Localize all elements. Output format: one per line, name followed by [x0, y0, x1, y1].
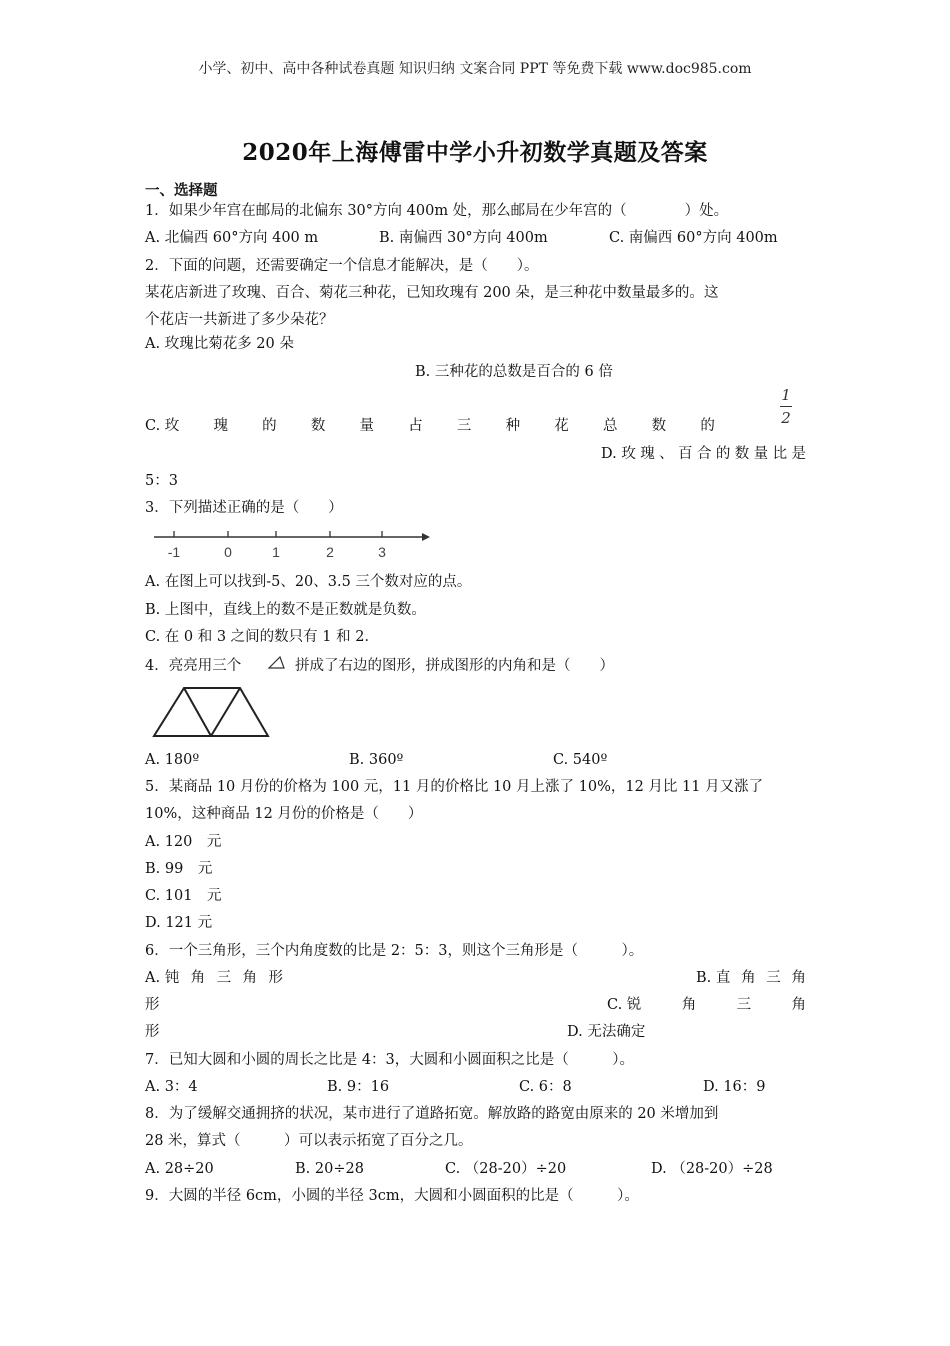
question-8-line-1: 8．为了缓解交通拥挤的状况，某市进行了道路拓宽。解放路的路宽由原来的 20 米增加到: [145, 1106, 719, 1122]
question-1-option-c: C. 南偏西 60°方向 400m: [609, 230, 778, 246]
question-2-option-a: A. 玫瑰比菊花多 20 朵: [145, 336, 294, 352]
question-5-line-1: 5．某商品 10 月份的价格为 100 元，11 月的价格比 10 月上涨了 10%，12 月比 11 月又涨了: [145, 779, 764, 795]
question-8-option-a: A. 28÷20: [145, 1161, 214, 1177]
question-2-line-2: 个花店一共新进了多少朵花？: [145, 312, 334, 328]
question-1-option-a: A. 北偏西 60°方向 400 m: [145, 230, 319, 246]
section-heading: 一、选择题: [145, 182, 218, 199]
question-6-option-c-end: 形: [145, 1024, 160, 1040]
tick-label: -1: [167, 544, 181, 560]
tick-label: 1: [272, 544, 280, 560]
question-4-stem-start: 4．亮亮用三个: [145, 658, 242, 674]
question-6-option-a: A. 钝 角 三 角 形: [145, 970, 283, 986]
question-2-line-1: 某花店新进了玫瑰、百合、菊花三种花，已知玫瑰有 200 朵，是三种花中数量最多的。这: [145, 285, 719, 301]
question-6-stem: 6．一个三角形，三个内角度数的比是 2：5：3，则这个三角形是（ ）。: [145, 943, 644, 959]
question-7-stem: 7．已知大圆和小圆的周长之比是 4：3，大圆和小圆面积之比是（ ）。: [145, 1052, 635, 1068]
question-6-option-d: D. 无法确定: [567, 1024, 646, 1040]
number-line-arrow-icon: [422, 533, 430, 541]
page-title: 2020年上海傅雷中学小升初数学真题及答案: [242, 139, 708, 166]
trapezoid-outline: [154, 688, 268, 736]
question-7-option-b: B. 9：16: [327, 1079, 390, 1095]
question-5-line-2: 10%，这种商品 12 月份的价格是（ ）: [145, 806, 423, 822]
fraction-numerator: 1: [781, 386, 791, 404]
trapezoid-inner-line: [184, 688, 211, 736]
question-6-option-b: B. 直 角 三 角: [696, 970, 806, 986]
question-3-stem: 3．下列描述正确的是（ ）: [145, 500, 343, 516]
question-4-stem-end: 拼成了右边的图形，拼成图形的内角和是（ ）: [295, 658, 614, 674]
question-1-stem: 1．如果少年宫在邮局的北偏东 30°方向 400m 处，那么邮局在少年宫的（ ）处。: [145, 203, 729, 219]
fraction-bar: [780, 406, 792, 407]
question-2-option-b: B. 三种花的总数是百合的 6 倍: [415, 364, 613, 380]
question-8-option-d: D. （28-20）÷28: [651, 1161, 773, 1177]
question-7-option-d: D. 16：9: [703, 1079, 766, 1095]
question-3-option-c: C. 在 0 和 3 之间的数只有 1 和 2．: [145, 629, 379, 645]
question-7-option-a: A. 3：4: [145, 1079, 198, 1095]
small-triangle-icon: [267, 655, 287, 671]
trapezoid-inner-line: [211, 688, 240, 736]
tick-label: 2: [326, 544, 334, 560]
trapezoid-figure: [150, 684, 272, 740]
question-5-option-c: C. 101 元: [145, 888, 222, 904]
question-3-option-b: B. 上图中，直线上的数不是正数就是负数。: [145, 602, 426, 618]
question-4-option-c: C. 540º: [553, 752, 608, 768]
fraction-one-half: [776, 386, 796, 427]
question-7-option-c: C. 6：8: [519, 1079, 572, 1095]
tick-label: 0: [224, 544, 232, 560]
question-4-option-a: A. 180º: [145, 752, 200, 768]
question-3-option-a: A. 在图上可以找到-5、20、3.5 三个数对应的点。: [145, 574, 472, 590]
page-header: 小学、初中、高中各种试卷真题 知识归纳 文案合同 PPT 等免费下载 www.doc985.com: [198, 61, 752, 77]
question-9-stem: 9．大圆的半径 6cm，小圆的半径 3cm，大圆和小圆面积的比是（ ）。: [145, 1188, 639, 1204]
question-2-option-d-continued: 5：3: [145, 473, 178, 489]
question-2-option-c: C. 玫 瑰 的 数 量 占 三 种 花 总 数 的: [145, 418, 715, 434]
question-2-stem: 2．下面的问题，还需要确定一个信息才能解决，是（ ）。: [145, 258, 539, 274]
question-8-option-c: C. （28-20）÷20: [445, 1161, 567, 1177]
question-4-option-b: B. 360º: [349, 752, 404, 768]
tick-label: 3: [378, 544, 386, 560]
question-5-option-a: A. 120 元: [145, 834, 222, 850]
question-2-option-d: D. 玫 瑰 、 百 合 的 数 量 比 是: [601, 446, 806, 462]
question-6-option-b-end: 形: [145, 997, 160, 1013]
question-6-option-c: C. 锐 角 三 角: [607, 997, 806, 1013]
question-8-option-b: B. 20÷28: [295, 1161, 364, 1177]
question-5-option-d: D. 121 元: [145, 915, 213, 931]
question-1-option-b: B. 南偏西 30°方向 400m: [379, 230, 548, 246]
question-8-line-2: 28 米，算式（ ）可以表示拓宽了百分之几。: [145, 1133, 473, 1149]
number-line-figure: [150, 525, 440, 565]
fraction-denominator: 2: [781, 409, 791, 427]
question-5-option-b: B. 99 元: [145, 861, 213, 877]
